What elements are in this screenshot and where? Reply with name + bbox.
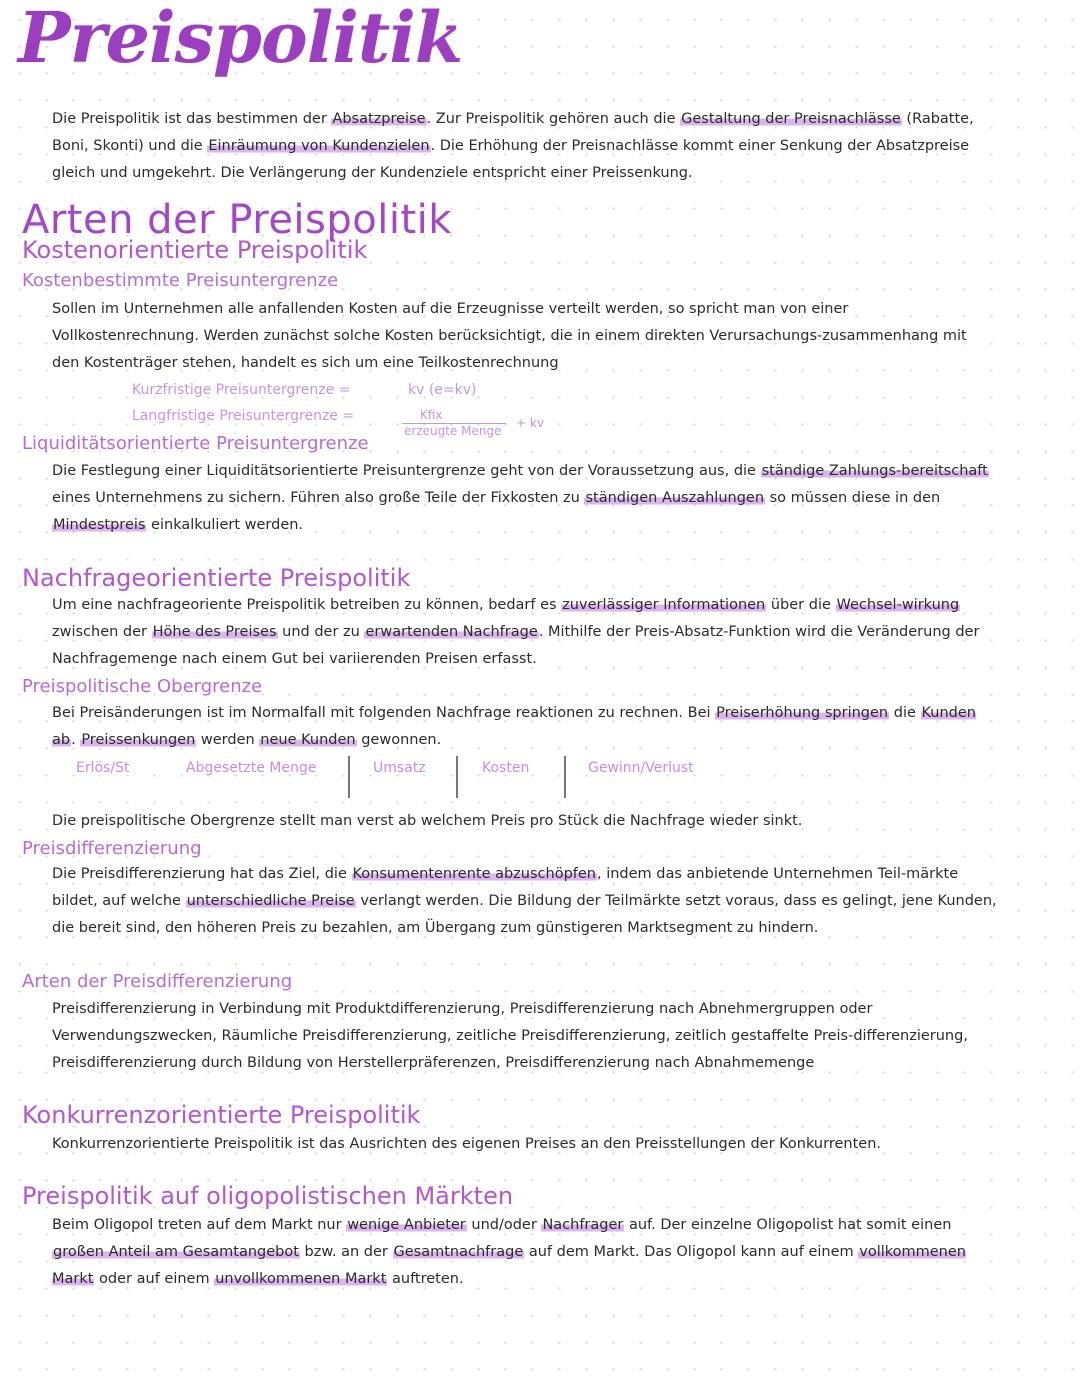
formula-langfristig-numerator: Kfix — [420, 408, 443, 422]
heading-konkurrenzorientiert: Konkurrenzorientierte Preispolitik — [22, 1101, 421, 1129]
paragraph-obergrenze-definition: Die preispolitische Obergrenze stellt man verst ab welchem Preis pro Stück die Nachfrage wieder sinkt. — [52, 813, 803, 829]
formula-langfristig-denominator: erzeugte Menge — [404, 424, 502, 438]
subheading-liquiditaet: Liquiditätsorientierte Preisuntergrenze — [22, 433, 369, 454]
paragraph-obergrenze: Bei Preisänderungen ist im Normalfall mit folgenden Nachfrage reaktionen zu rechnen. Bei Preiserhöhung springen die Kunden ab. Preissenkungen werden neue Kunden gewonnen. — [52, 705, 976, 748]
subheading-kostenbestimmte: Kostenbestimmte Preisuntergrenze — [22, 270, 339, 291]
table-header-gewinn: Gewinn/Verlust — [588, 760, 694, 776]
heading-nachfrageorientiert: Nachfrageorientierte Preispolitik — [22, 564, 411, 592]
heading-kostenorientiert: Kostenorientierte Preispolitik — [22, 236, 368, 264]
subheading-obergrenze: Preispolitische Obergrenze — [22, 676, 263, 697]
paragraph-liquiditaet: Die Festlegung einer Liquiditätsorientierte Preisuntergrenze geht von der Voraussetzung aus, die ständige Zahlungs-bereitschaft eines Unternehmens zu sichern. Führen also große Teile der Fixkosten zu ständigen Auszahlungen so müssen diese in den Mindestpreis einkalkuliert werden. — [52, 463, 988, 533]
price-table-header — [76, 756, 716, 800]
subheading-arten-preisdifferenzierung: Arten der Preisdifferenzierung — [22, 971, 293, 992]
table-header-menge: Abgesetzte Menge — [186, 760, 317, 776]
paragraph-preisdifferenzierung: Die Preisdifferenzierung hat das Ziel, die Konsumentenrente abzuschöpfen, indem das anbietende Unternehmen Teil-märkte bildet, auf welche unterschiedliche Preise verlangt werden. Die Bildung der Teilmärkte setzt voraus, dass es gelingt, jene Kunden, die bereit sind, den höheren Preis zu bezahlen, am Übergang zum günstigeren Marktsegment zu hindern. — [52, 866, 997, 936]
table-header-umsatz: Umsatz — [373, 760, 426, 776]
table-header-erloes: Erlös/St — [76, 760, 130, 776]
paragraph-konkurrenz: Konkurrenzorientierte Preispolitik ist das Ausrichten des eigenen Preises an den Preisstellungen der Konkurrenten. — [52, 1136, 881, 1152]
paragraph-kostenrechnung: Sollen im Unternehmen alle anfallenden Kosten auf die Erzeugnisse verteilt werden, so spricht man von einer Vollkostenrechnung. Werden zunächst solche Kosten berücksichtigt, die in einem direkten Verursachungs-zusammenhang mit den Kostenträger stehen, handelt es sich um eine Teilkostenrechnung — [52, 301, 967, 371]
table-separator — [348, 756, 350, 798]
heading-oligopol: Preispolitik auf oligopolistischen Märkten — [22, 1182, 514, 1210]
table-separator — [564, 756, 566, 798]
page-title: Preispolitik — [18, 0, 463, 79]
formula-kurzfristig-label: Kurzfristige Preisuntergrenze = — [132, 382, 351, 398]
table-header-kosten: Kosten — [482, 760, 530, 776]
formula-langfristig-tail: + kv — [516, 416, 544, 430]
formula-kurzfristig-value: kv (e=kv) — [408, 382, 477, 398]
section-heading-arten: Arten der Preispolitik — [22, 197, 452, 243]
paragraph-oligopol: Beim Oligopol treten auf dem Markt nur wenige Anbieter und/oder Nachfrager auf. Der einzelne Oligopolist hat somit einen großen Anteil am Gesamtangebot bzw. an der Gesamtnachfrage auf dem Markt. Das Oligopol kann auf einem vollkommenen Markt oder auf einem unvollkommenen Markt auftreten. — [52, 1217, 966, 1287]
subheading-preisdifferenzierung: Preisdifferenzierung — [22, 838, 202, 859]
paragraph-arten-preisdifferenzierung: Preisdifferenzierung in Verbindung mit Produktdifferenzierung, Preisdifferenzierung nach Abnehmergruppen oder Verwendungszwecken, Räumliche Preisdifferenzierung, zeitliche Preisdifferenzierung, zeitlich gestaffelte Preis-differenzierung, Preisdifferenzierung durch Bildung von Herstellerpräferenzen, Preisdifferenzierung nach Abnahmemenge — [52, 1001, 968, 1071]
table-separator — [456, 756, 458, 798]
intro-paragraph: Die Preispolitik ist das bestimmen der Absatzpreise. Zur Preispolitik gehören auch die Gestaltung der Preisnachlässe (Rabatte, Boni, Skonti) und die Einräumung von Kundenzielen. Die Erhöhung der Preisnachlässe kommt einer Senkung der Absatzpreise gleich und umgekehrt. Die Verlängerung der Kundenziele entspricht einer Preissenkung. — [52, 111, 974, 181]
formula-langfristig-label: Langfristige Preisuntergrenze = — [132, 408, 355, 424]
paragraph-nachfrage: Um eine nachfrageoriente Preispolitik betreiben zu können, bedarf es zuverlässiger Informationen über die Wechsel-wirkung zwischen der Höhe des Preises und der zu erwartenden Nachfrage. Mithilfe der Preis-Absatz-Funktion wird die Veränderung der Nachfragemenge nach einem Gut bei variierenden Preisen erfasst. — [52, 597, 980, 667]
